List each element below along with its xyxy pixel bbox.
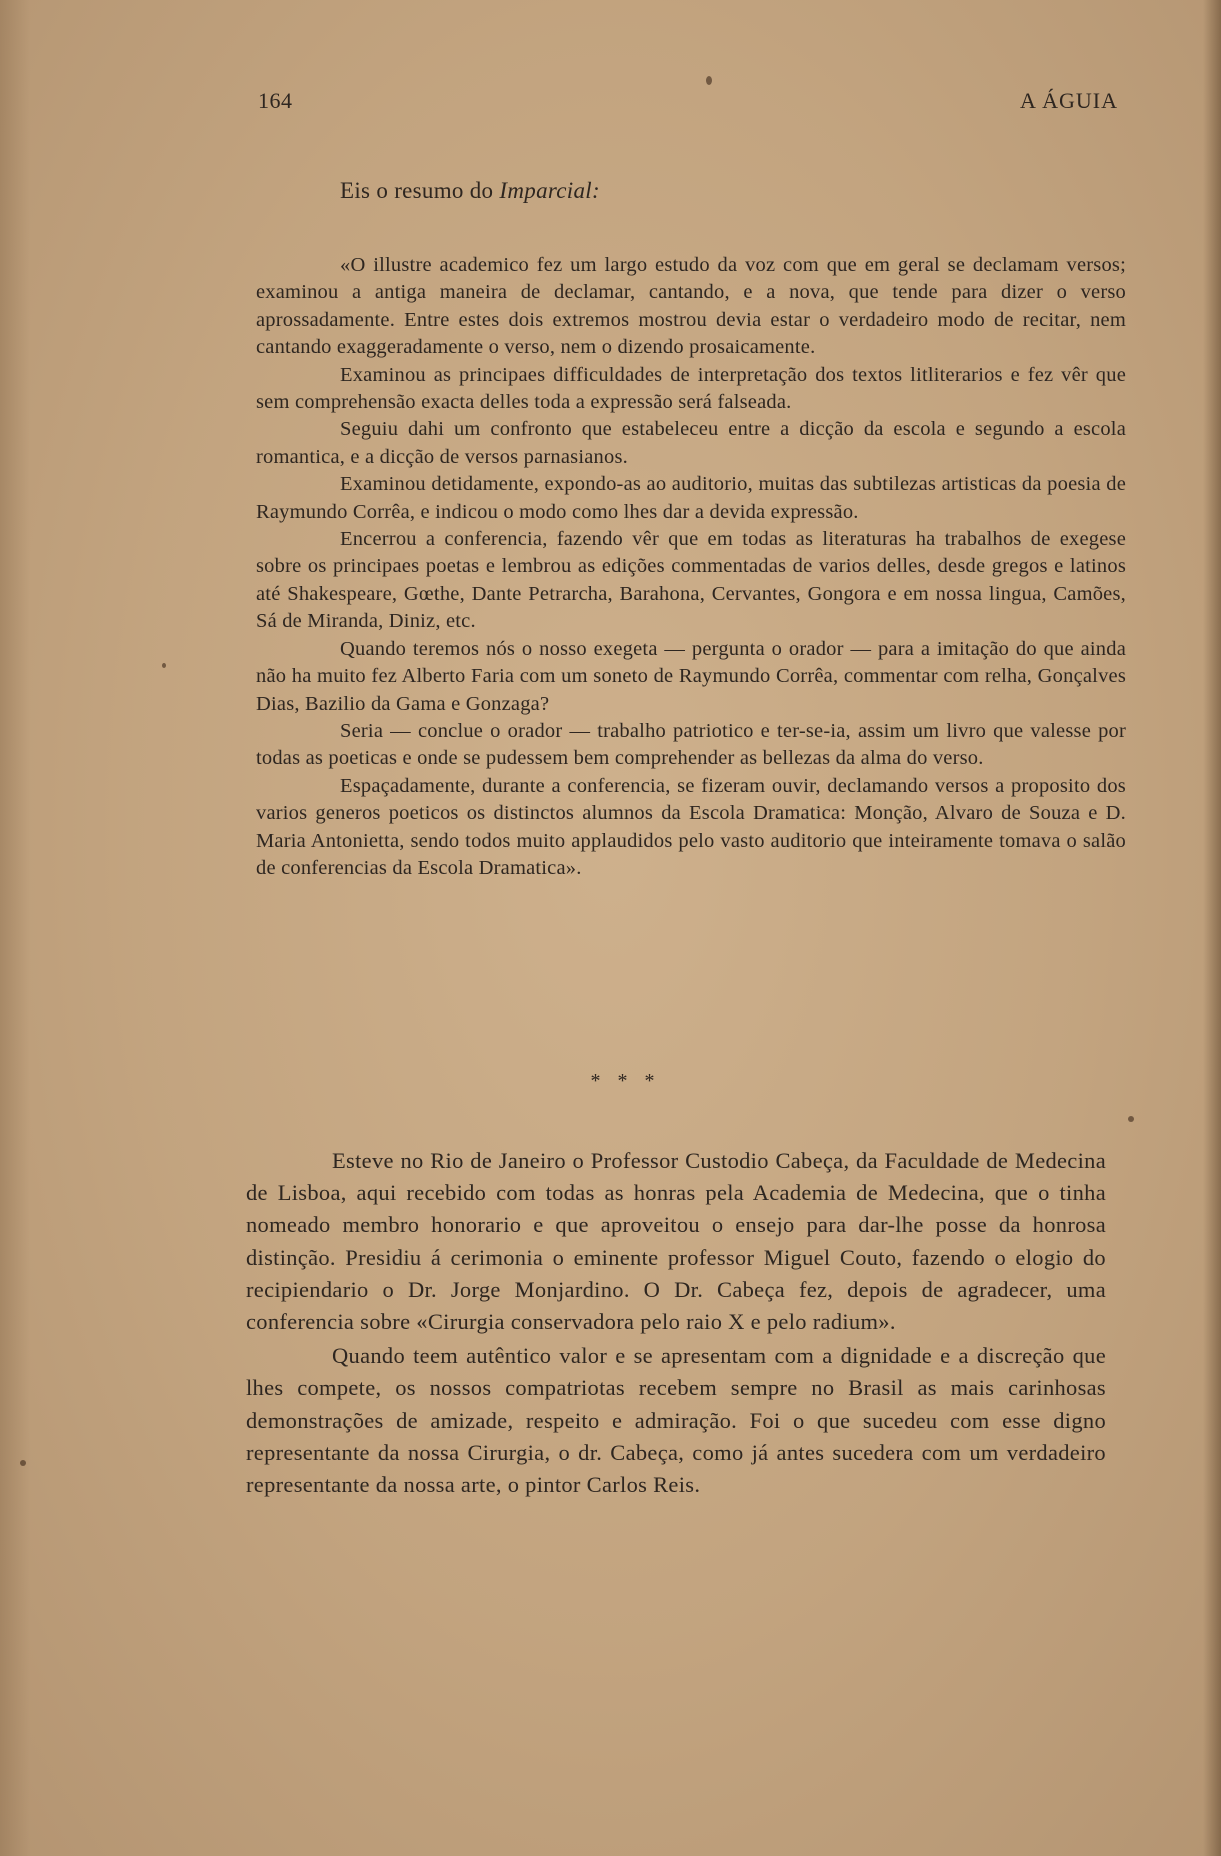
quote-paragraph: Seguiu dahi um confronto que estabeleceu entre a dicção da escola e segundo a escola romantica, e a dicção de versos parnasianos.	[256, 418, 1126, 468]
quoted-summary	[256, 252, 1126, 882]
news-section	[246, 1145, 1106, 1501]
news-paragraph: Esteve no Rio de Janeiro o Professor Custodio Cabeça, da Faculdade de Medecina de Lisboa, aqui recebido com todas as honras pela Academia de Medecina, que o tinha nomeado membro honorario e que aproveitou o ensejo para dar-lhe posse da honrosa distinção. Presidiu á cerimonia o eminente professor Miguel Couto, fazendo o elogio do recipiendario o Dr. Jorge Monjardino. O Dr. Cabeça fez, depois de agradecer, uma conferencia sobre «Cirurgia conservadora pelo raio X e pelo radium».	[246, 1148, 1106, 1335]
paper-speck	[162, 663, 166, 668]
news-paragraph: Quando teem autêntico valor e se apresentam com a dignidade e a discreção que lhes compete, os nossos compatriotas recebem sempre no Brasil as mais carinhosas demonstrações de amizade, respeito e admiração. Foi o que sucedeu com esse digno representante da nossa Cirurgia, o dr. Cabeça, como já antes sucedera com um verdadeiro representante da nossa arte, o pintor Carlos Reis.	[246, 1343, 1106, 1498]
quote-paragraph: Examinou as principaes difficuldades de interpretação dos textos litliterarios e fez vêr que sem comprehensão exacta delles toda a expressão será falseada.	[256, 363, 1126, 414]
quote-paragraph: Espaçadamente, durante a conferencia, se fizeram ouvir, declamando versos a proposito dos varios generos poeticos os distinctos alumnos da Escola Dramatica: Monção, Alvaro de Souza e D. Maria Antonietta, sendo todos muito applaudidos pelo vasto auditorio que inteiramente tomava o salão de conferencias da Escola Dramatica».	[256, 774, 1126, 879]
paper-speck	[706, 76, 712, 85]
page-header	[258, 88, 1118, 128]
quote-paragraph: «O illustre academico fez um largo estudo da voz com que em geral se declamam versos; examinou a antiga maneira de declamar, cantando, e a nova, que tende para dizer o verso aprossadamente. Entre estes dois extremos mostrou devia estar o verdadeiro modo de recitar, nem cantando exaggeradamente o verso, nem o dizendo prosaicamente.	[256, 254, 1126, 359]
paper-speck	[20, 1460, 26, 1466]
quote-paragraph: Quando teremos nós o nosso exegeta — pergunta o orador — para a imitação do que ainda não ha muito fez Alberto Faria com um soneto de Raymundo Corrêa, commentar com relha, Gonçalves Dias, Bazilio da Gama e Gonzaga?	[256, 637, 1126, 715]
page-number: 164	[258, 88, 293, 113]
summary-source: Imparcial:	[499, 178, 600, 203]
page-left-shadow	[0, 0, 30, 1856]
section-separator: * * *	[590, 1070, 661, 1092]
page-right-shadow	[1203, 0, 1221, 1856]
summary-intro	[340, 178, 600, 204]
paper-speck	[1128, 1116, 1134, 1122]
quote-paragraph: Encerrou a conferencia, fazendo vêr que em todas as literaturas ha trabalhos de exegese sobre os principaes poetas e lembrou as edições commentadas de varios delles, desde gregos e latinos até Shakespeare, Gœthe, Dante Petrarcha, Barahona, Cervantes, Gongora e em nossa lingua, Camões, Sá de Miranda, Diniz, etc.	[256, 528, 1126, 633]
quote-paragraph: Examinou detidamente, expondo-as ao auditorio, muitas das subtilezas artisticas da poesia de Raymundo Corrêa, e indicou o modo como lhes dar a devida expressão.	[256, 473, 1126, 523]
summary-intro-text: Eis o resumo do	[340, 178, 500, 203]
running-title: A ÁGUIA	[1019, 88, 1118, 113]
quote-paragraph: Seria — conclue o orador — trabalho patriotico e ter-se-ia, assim um livro que valesse por todas as poeticas e onde se pudessem bem comprehender as bellezas da alma do verso.	[256, 719, 1126, 770]
